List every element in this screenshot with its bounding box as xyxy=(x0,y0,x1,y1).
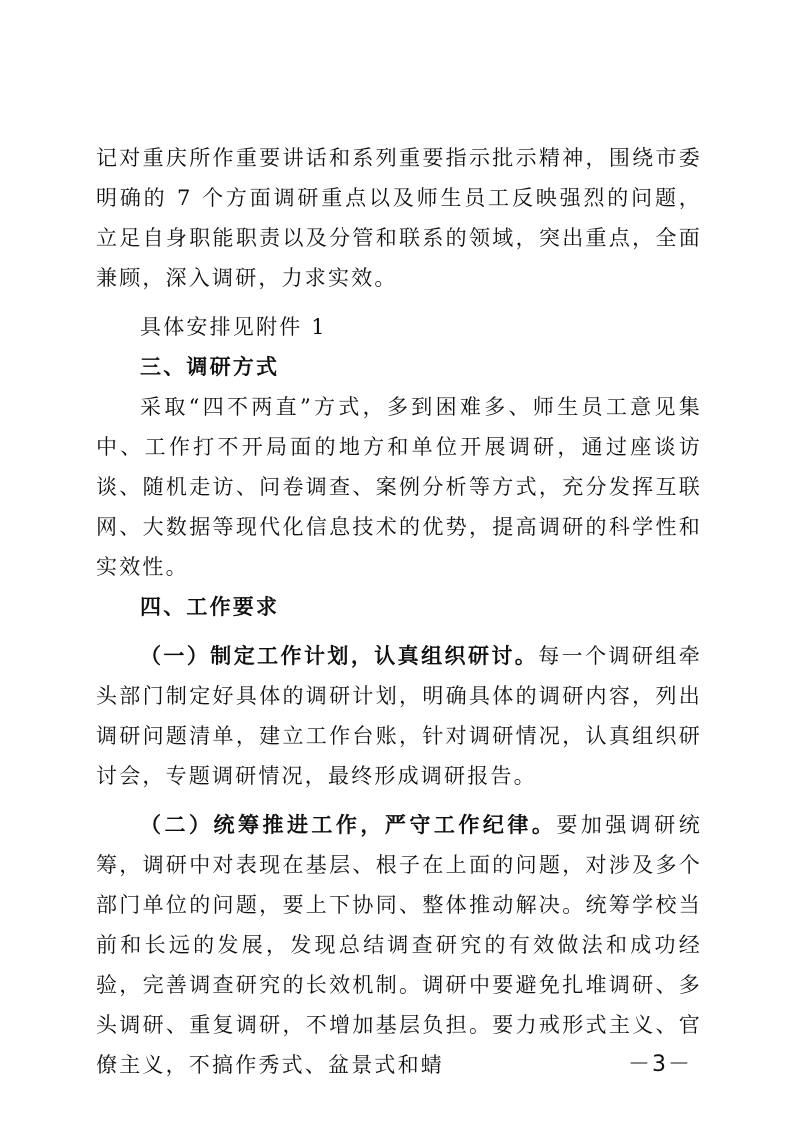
page-number: －3－ xyxy=(628,1052,692,1077)
item-one-body: 每一个调研组牵头部门制定好具体的调研计划，明确具体的调研内容，列出调研问题清单，建立工作台账，针对调研情况，认真组织研讨会，专题调研情况，最终形成调研报告。 xyxy=(96,644,702,788)
section-three-heading: 三、调研方式 xyxy=(140,355,280,379)
arrangement-note: 具体安排见附件 1 xyxy=(140,315,327,339)
section-three-body: 采取“四不两直”方式，多到困难多、师生员工意见集中、工作打不开局面的地方和单位开展调研，通过座谈访谈、随机走访、问卷调查、案例分析等方式，充分发挥互联网、大数据等现代化信息技术的优势，提高调研的科学性和实效性。 xyxy=(96,395,702,579)
document-body xyxy=(96,138,702,1085)
item-one-lead: （一）制定工作计划，认真组织研讨。 xyxy=(140,644,539,668)
continued-paragraph: 记对重庆所作重要讲话和系列重要指示批示精神，围绕市委明确的 7 个方面调研重点以及师生员工反映强烈的问题，立足自身职能职责以及分管和联系的领域，突出重点，全面兼顾，深入调研，力求实效。 xyxy=(96,146,702,290)
item-one-paragraph xyxy=(96,636,702,796)
item-two-body: 要加强调研统筹，调研中对表现在基层、根子在上面的问题，对涉及多个部门单位的问题，要上下协同、整体推动解决。统筹学校当前和长远的发展，发现总结调查研究的有效做法和成功经验，完善调查研究的长效机制。调研中要避免扎堆调研、多头调研、重复调研，不增加基层负担。要力戒形式主义、官僚主义，不搞作秀式、盆景式和蜻 xyxy=(96,813,702,1077)
item-two-paragraph xyxy=(96,805,702,1085)
item-two-lead: （二）统筹推进工作，严守工作纪律。 xyxy=(140,813,557,837)
section-four-heading: 四、工作要求 xyxy=(140,595,280,619)
